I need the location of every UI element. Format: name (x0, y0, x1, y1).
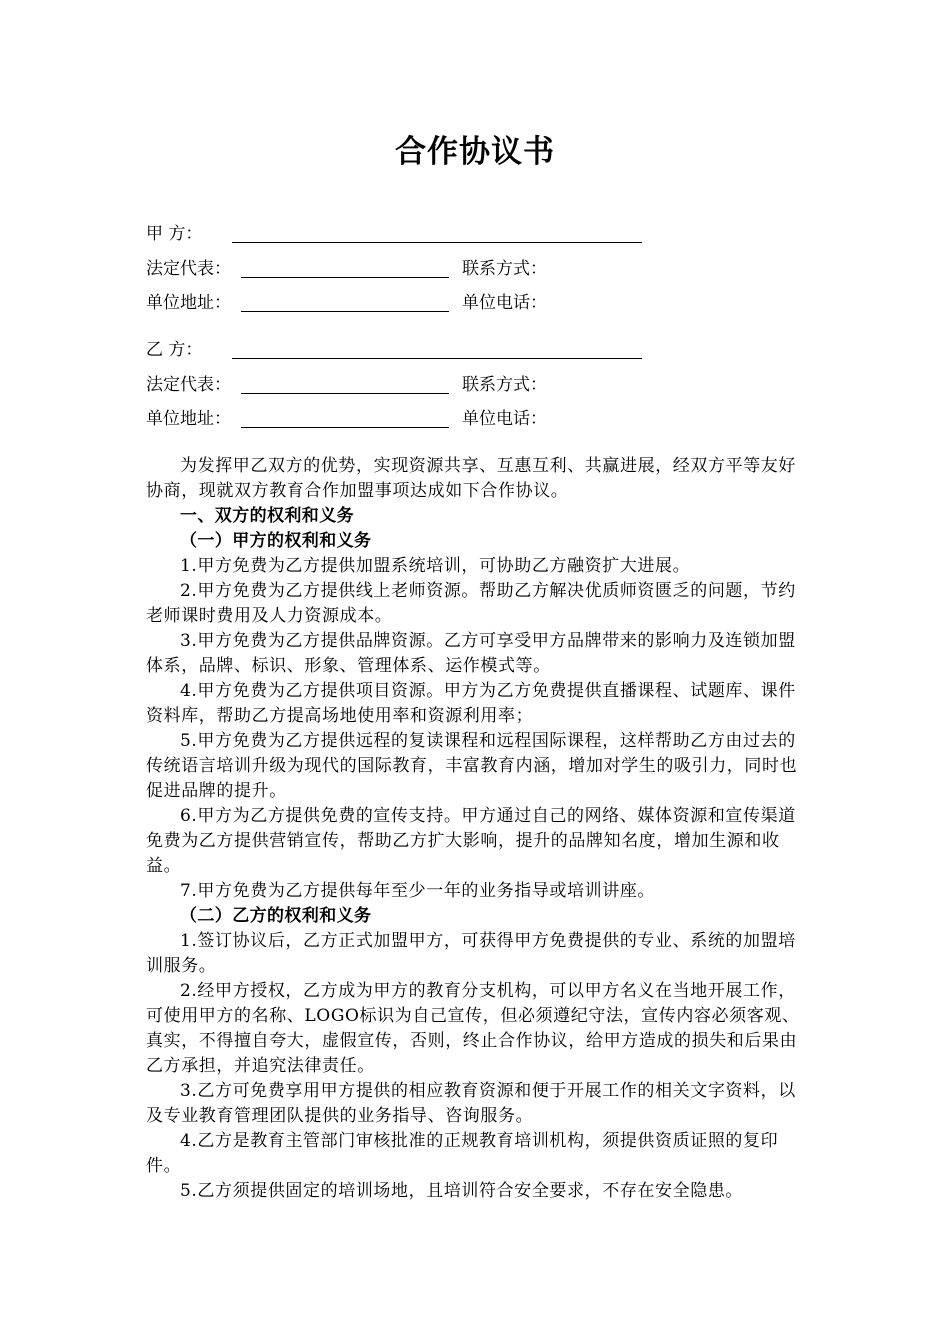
party-a-rep-row (146, 256, 566, 282)
clause-b-3: 3.乙方可免费享用甲方提供的相应教育资源和便于开展工作的相关文字资料，以及专业教育管理团队提供的业务指导、咨询服务。 (146, 1081, 796, 1126)
clause-a-7: 7.甲方免费为乙方提供每年至少一年的业务指导或培训讲座。 (180, 881, 656, 901)
clause-b-2: 2.经甲方授权，乙方成为甲方的教育分支机构，可以甲方名义在当地开展工作，可使用甲方的名称、LOGO标识为自己宣传，但必须遵纪守法，宣传内容必须客观、真实，不得擅自夸大，虚假宣传，否则，终止合作协议，给甲方造成的损失和后果由乙方承担，并追究法律责任。 (146, 981, 800, 1076)
clause-a-3: 3.甲方免费为乙方提供品牌资源。乙方可享受甲方品牌带来的影响力及连锁加盟体系，品牌、标识、形象、管理体系、运作模式等。 (146, 631, 796, 676)
party-b-phone-label: 单位电话： (462, 409, 547, 429)
clause-b-5: 5.乙方须提供固定的培训场地，且培训符合安全要求，不存在安全隐患。 (180, 1181, 744, 1201)
party-a-row (146, 221, 646, 247)
section-1-heading: 一、双方的权利和义务 (180, 506, 354, 526)
clause-b-4: 4.乙方是教育主管部门审核批准的正规教育培训机构，须提供资质证照的复印件。 (146, 1131, 779, 1176)
party-a-label: 甲 方： (146, 224, 203, 244)
clause-a-6: 6.甲方为乙方提供免费的宣传支持。甲方通过自己的网络、媒体资源和宣传渠道免费为乙方提供营销宣传，帮助乙方扩大影响，提升的品牌知名度，增加生源和收益。 (146, 806, 796, 876)
party-b-rep-blank-line[interactable] (241, 393, 449, 394)
party-b-row (146, 337, 646, 363)
party-b-rep-label: 法定代表： (146, 375, 231, 395)
clause-a-1: 1.甲方免费为乙方提供加盟系统培训，可协助乙方融资扩大进展。 (180, 556, 691, 576)
clause-a-4: 4.甲方免费为乙方提供项目资源。甲方为乙方免费提供直播课程、试题库、课件资料库，帮助乙方提高场地使用率和资源利用率； (146, 681, 796, 726)
document-title: 合作协议书 (395, 134, 555, 170)
party-a-blank-line[interactable] (232, 242, 642, 243)
party-a-phone-label: 单位电话： (462, 293, 547, 313)
agreement-body (146, 454, 810, 1204)
party-b-blank-line[interactable] (232, 358, 642, 359)
party-b-address-blank-line[interactable] (241, 427, 449, 428)
clause-a-2: 2.甲方免费为乙方提供线上老师资源。帮助乙方解决优质师资匮乏的问题，节约老师课时费用及人力资源成本。 (146, 581, 796, 626)
party-b-label: 乙 方： (146, 340, 203, 360)
party-b-contact-label: 联系方式： (462, 375, 547, 395)
party-a-rep-blank-line[interactable] (241, 277, 449, 278)
party-a-address-label: 单位地址： (146, 293, 231, 313)
party-a-rep-label: 法定代表： (146, 259, 231, 279)
clause-a-5: 5.甲方免费为乙方提供远程的复读课程和远程国际课程，这样帮助乙方由过去的传统语言培训升级为现代的国际教育，丰富教育内涵，增加对学生的吸引力，同时也促进品牌的提升。 (146, 731, 798, 801)
clause-b-1: 1.签订协议后，乙方正式加盟甲方，可获得甲方免费提供的专业、系统的加盟培训服务。 (146, 931, 796, 976)
intro-paragraph: 为发挥甲乙双方的优势，实现资源共享、互惠互利、共赢进展，经双方平等友好协商，现就双方教育合作加盟事项达成如下合作协议。 (146, 456, 796, 501)
section-1a-heading: （一）甲方的权利和义务 (180, 531, 372, 551)
party-a-contact-label: 联系方式： (462, 259, 547, 279)
party-a-address-blank-line[interactable] (241, 311, 449, 312)
section-1b-heading: （二）乙方的权利和义务 (180, 906, 372, 926)
party-b-address-label: 单位地址： (146, 409, 231, 429)
party-a-address-row (146, 290, 566, 316)
party-b-address-row (146, 406, 566, 432)
party-b-rep-row (146, 372, 566, 398)
